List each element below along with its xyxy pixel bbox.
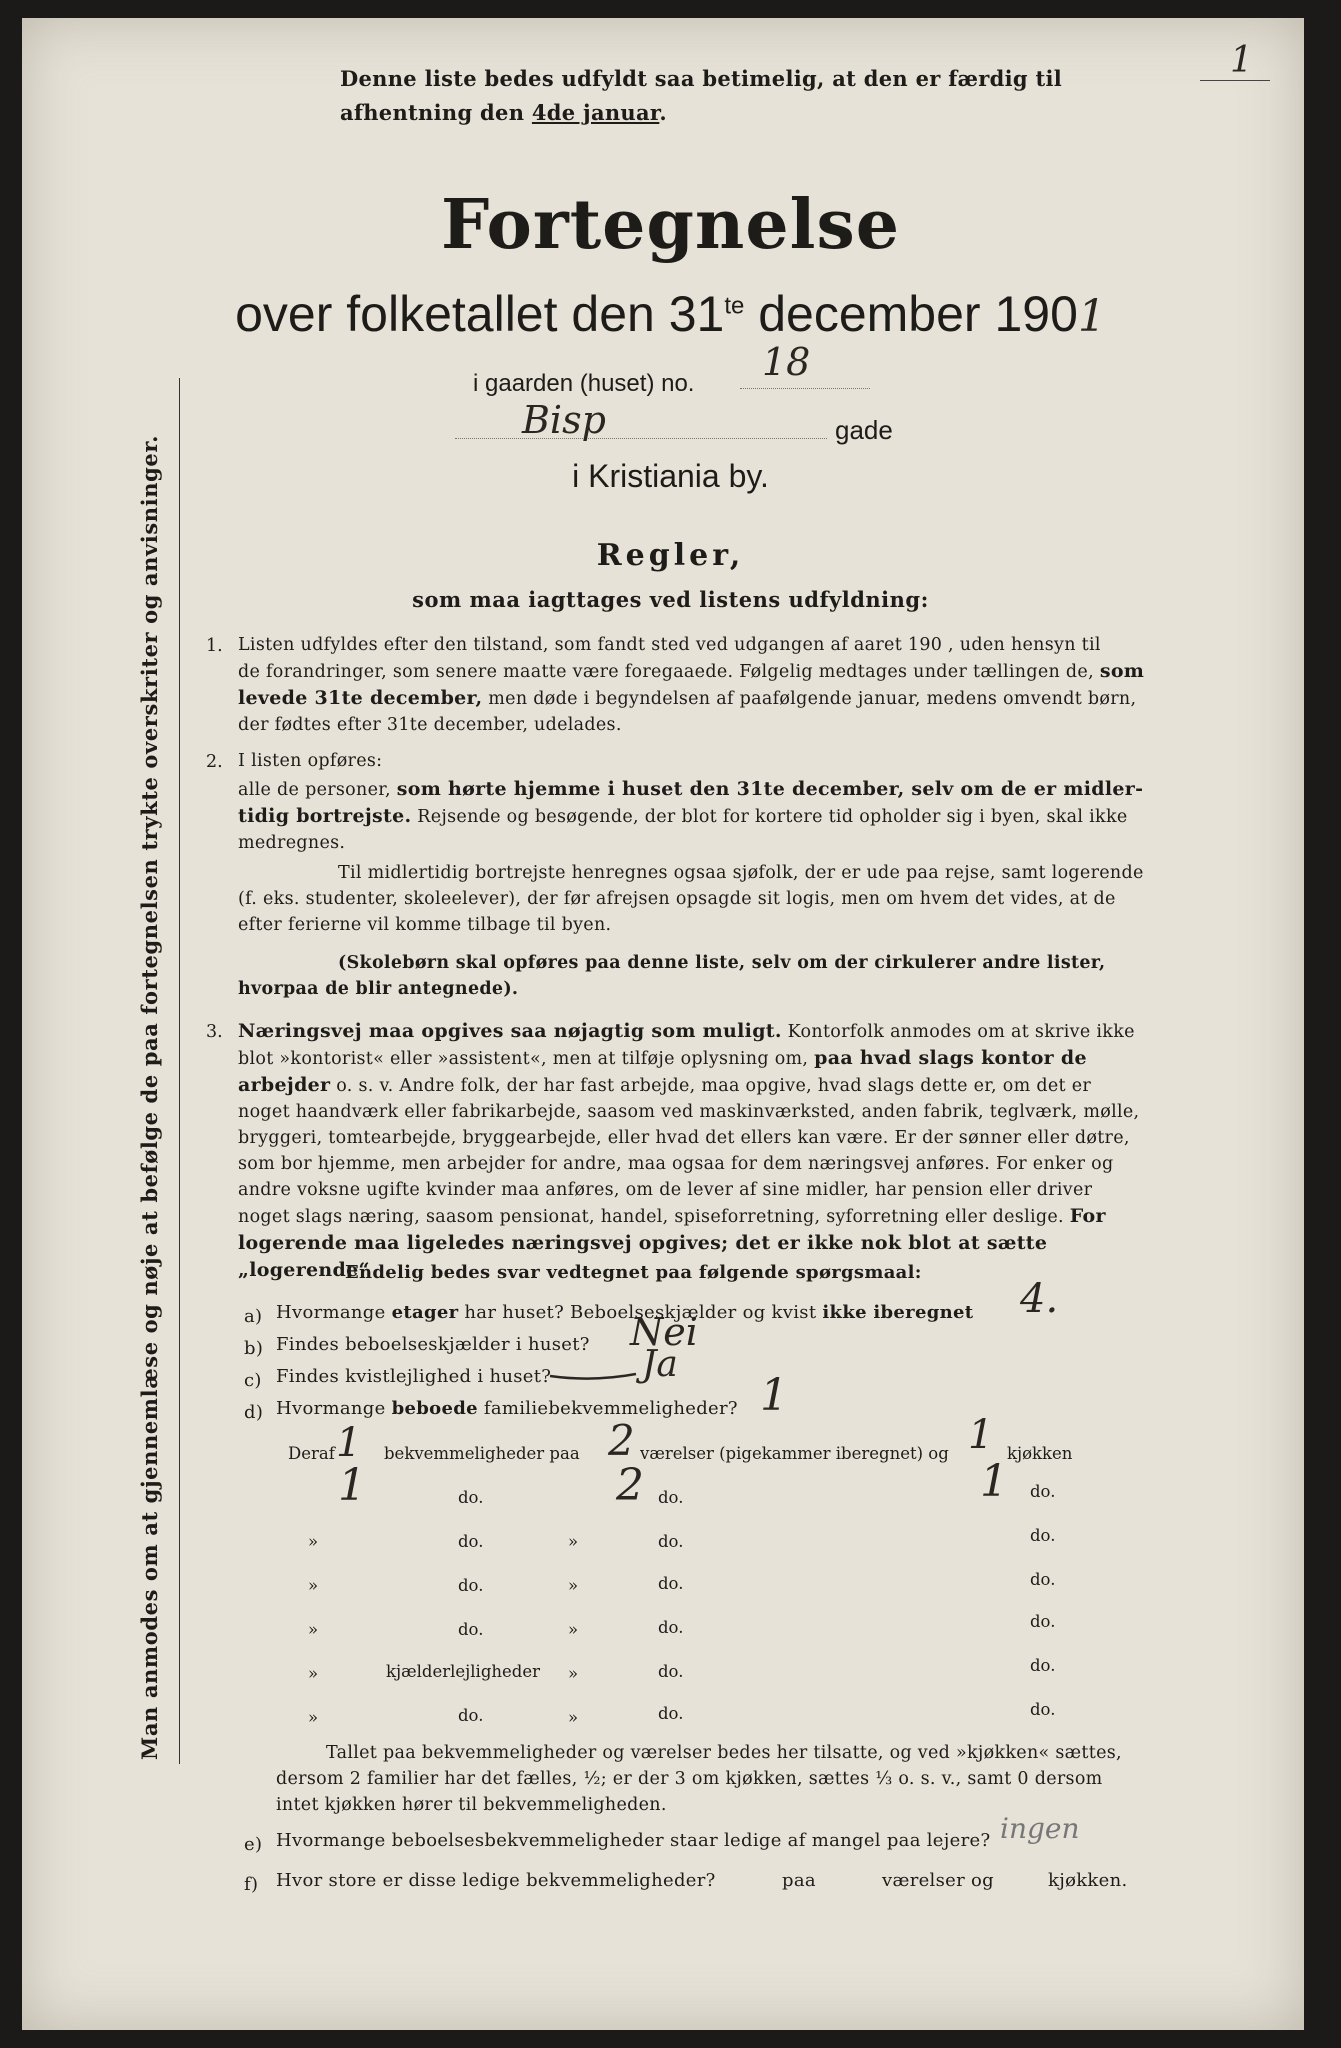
grid-deraf: Deraf — [288, 1444, 335, 1463]
page-subtitle: over folketallet den $31^{te}$ december 1901 — [235, 286, 1106, 342]
question-d: Hvormange beboede familiebekvemmeligheder? — [276, 1398, 738, 1419]
grid-row4-do-3: do. — [1030, 1570, 1056, 1589]
grid-row4-do-2: do. — [658, 1574, 684, 1593]
question-a: Hvormange etager har huset? Beboelseskjælder og kvist ikke iberegnet — [276, 1302, 974, 1323]
grid-kjokken-label: kjøkken — [1007, 1444, 1073, 1463]
grid-row6-quote-2: » — [568, 1664, 579, 1683]
grid-row2-do-1: do. — [458, 1488, 484, 1507]
grid-row6-do-2: do. — [658, 1662, 684, 1681]
corner-rule — [1200, 80, 1270, 81]
grid-row2-kjokken-handwritten: 1 — [980, 1456, 1008, 1507]
grid-row1-kjokken-handwritten: 1 — [968, 1412, 994, 1458]
rule-3-number: 3. — [206, 1022, 223, 1042]
grid-row5-quote-2: » — [568, 1620, 579, 1639]
grid-row1-bekv-handwritten: 1 — [336, 1420, 362, 1466]
grid-row5-do-2: do. — [658, 1618, 684, 1637]
page-title: Fortegnelse — [440, 185, 901, 265]
question-b: Findes beboelseskjælder i huset? — [276, 1334, 590, 1355]
question-f-kjokken: kjøkken. — [1048, 1870, 1128, 1891]
question-e-label: e) — [244, 1834, 263, 1855]
city-label: i Kristiania by. — [572, 458, 769, 494]
grid-row4-quote-2: » — [568, 1576, 579, 1595]
street-line — [455, 438, 827, 439]
street-suffix: gade — [835, 415, 893, 445]
street-handwritten: Bisp — [522, 398, 606, 442]
side-rule — [179, 378, 180, 1764]
question-d-label: d) — [244, 1402, 264, 1423]
grid-row4-quote: » — [308, 1576, 319, 1595]
grid-footnote: Tallet paa bekvemmeligheder og værelser bedes her tilsatte, og ved »kjøkken« sættes, dersom 2 familier har det fælles, ½; er der 3 om kjøkken, sættes ⅓ o. s. v., samt 0 dersom intet kjøkken hører til bekvemmeligheden. — [276, 1743, 1122, 1815]
rule-1: Listen udfyldes efter den tilstand, som fandt sted ved udgangen af aaret 190 , uden hensyn til de forandringer, som senere maatte være foregaaede. Følgelig medtages under tællingen de, som levede 31te december, men døde i begyndelsen af paafølgende januar, medens omvendt børn, der fødtes efter 31te december, udelades. — [238, 635, 1145, 735]
grid-row2-do-2: do. — [658, 1488, 684, 1507]
questions-heading: Endelig bedes svar vedtegnet paa følgende spørgsmaal: — [345, 1262, 922, 1283]
rule-2-paragraph-2: Til midlertidig bortrejste henregnes ogsaa sjøfolk, der er ude paa rejse, samt logerende (f. eks. studenter, skoleelever), der før afrejsen opsagde sit logis, men om hvem det vides, at de efter ferierne vil komme tilbage til byen. — [238, 863, 1144, 935]
grid-bekv-label: bekvemmeligheder paa — [384, 1444, 580, 1463]
answer-a-handwritten: 4. — [1020, 1276, 1059, 1322]
house-number-handwritten: 18 — [762, 340, 811, 384]
question-f-vaerelser: værelser og — [882, 1870, 994, 1891]
question-c: Findes kvistlejlighed i huset? — [276, 1366, 552, 1387]
grid-row3-quote: » — [308, 1532, 319, 1551]
grid-row5-do-3: do. — [1030, 1612, 1056, 1631]
grid-row7-do-2: do. — [658, 1704, 684, 1723]
question-f-paa: paa — [782, 1870, 816, 1891]
grid-row4-do-1: do. — [458, 1576, 484, 1595]
grid-row7-do-3: do. — [1030, 1700, 1056, 1719]
answer-c-dash — [548, 1364, 638, 1388]
answer-b-handwritten: Nei — [630, 1310, 698, 1354]
house-number-label: i gaarden (huset) no. — [473, 370, 695, 397]
answer-d-handwritten: 1 — [760, 1370, 788, 1421]
question-f-label: f) — [244, 1874, 259, 1895]
grid-row7-quote: » — [308, 1708, 319, 1727]
rule-2-number: 2. — [206, 752, 223, 772]
answer-e-handwritten: ingen — [1000, 1812, 1080, 1845]
question-e: Hvormange beboelsesbekvemmeligheder staar ledige af mangel paa lejere? — [276, 1830, 991, 1851]
rule-2-body: alle de personer, som hørte hjemme i huset den 31te december, selv om de er midler- tidig bortrejste. Rejsende og besøgende, der blot for kortere tid opholder sig i byen, skal ikke medregnes. — [238, 778, 1144, 853]
grid-row3-do-3: do. — [1030, 1526, 1056, 1545]
header-note — [340, 62, 1190, 130]
grid-row2-do-3: do. — [1030, 1482, 1056, 1501]
rule-1-number: 1. — [206, 636, 223, 656]
grid-row6-do-3: do. — [1030, 1656, 1056, 1675]
grid-row7-do-1: do. — [458, 1706, 484, 1725]
grid-row7-quote-2: » — [568, 1708, 579, 1727]
rule-2-paragraph-3: (Skolebørn skal opføres paa denne liste, selv om der cirkulerer andre lister, hvorpaa de blir antegnede). — [238, 953, 1106, 999]
grid-row6-quote: » — [308, 1664, 319, 1683]
house-number-line — [740, 388, 870, 389]
grid-vaer-label: værelser (pigekammer iberegnet) og — [640, 1444, 949, 1463]
side-instruction: Man anmodes om at gjennemlæse og nøje at befølge de paa fortegnelsen trykte overskriter og anvisninger. — [137, 435, 162, 1760]
year-handwritten: 1 — [1077, 291, 1106, 342]
grid-row2-vaer-handwritten: 2 — [616, 1460, 644, 1511]
grid-row3-quote-2: » — [568, 1532, 579, 1551]
header-note-line1: Denne liste bedes udfyldt saa betimelig, at den er færdig til — [340, 66, 1063, 91]
grid-row2-bekv-handwritten: 1 — [338, 1460, 366, 1511]
grid-row3-do-1: do. — [458, 1532, 484, 1551]
grid-row1-vaer-handwritten: 2 — [608, 1416, 635, 1465]
question-f: Hvor store er disse ledige bekvemmeligheder? — [276, 1870, 716, 1891]
question-a-label: a) — [244, 1306, 263, 1327]
rules-subheading: som maa iagttages ved listens udfyldning: — [412, 587, 929, 612]
rule-2-intro: I listen opføres: — [238, 751, 383, 771]
answer-c-handwritten: Ja — [642, 1344, 678, 1385]
question-c-label: c) — [244, 1370, 262, 1391]
grid-row3-do-2: do. — [658, 1532, 684, 1551]
header-note-line2: afhentning den 4de januar. — [340, 100, 667, 125]
corner-mark: 1 — [1230, 40, 1253, 81]
grid-row5-do-1: do. — [458, 1620, 484, 1639]
question-b-label: b) — [244, 1338, 264, 1359]
grid-row5-quote: » — [308, 1620, 319, 1639]
rules-heading: Regler, — [596, 538, 745, 573]
grid-row6-kjaelder: kjælderlejligheder — [386, 1662, 540, 1681]
rule-3: Næringsvej maa opgives saa nøjagtig som muligt. Kontorfolk anmodes om at skrive ikke blot »kontorist« eller »assistent«, men at tilføje oplysning om, paa hvad slags kontor de arbejder o. s. v. Andre folk, der har fast arbejde, maa opgive, hvad slags dette er, om det er noget haandværk eller fabrikarbejde, saasom ved maskinværksted, anden fabrik, teglværk, mølle, bryggeri, tomtearbejde, bryggearbejde, eller hvad det ellers kan være. Er der sønner eller døtre, som bor hjemme, men arbejder for andre, maa ogsaa for dem næringsvej anføres. For enker og andre voksne ugifte kvinder maa anføres, om de lever af sine midler, har pension eller driver noget slags næring, saasom pensionat, handel, spiseforretning, syforretning eller deslige. For logerende maa ligeledes næringsvej opgives; det er ikke nok blot at sætte „logerende“ — [238, 1020, 1140, 1281]
pickup-date: 4de januar — [531, 100, 660, 125]
